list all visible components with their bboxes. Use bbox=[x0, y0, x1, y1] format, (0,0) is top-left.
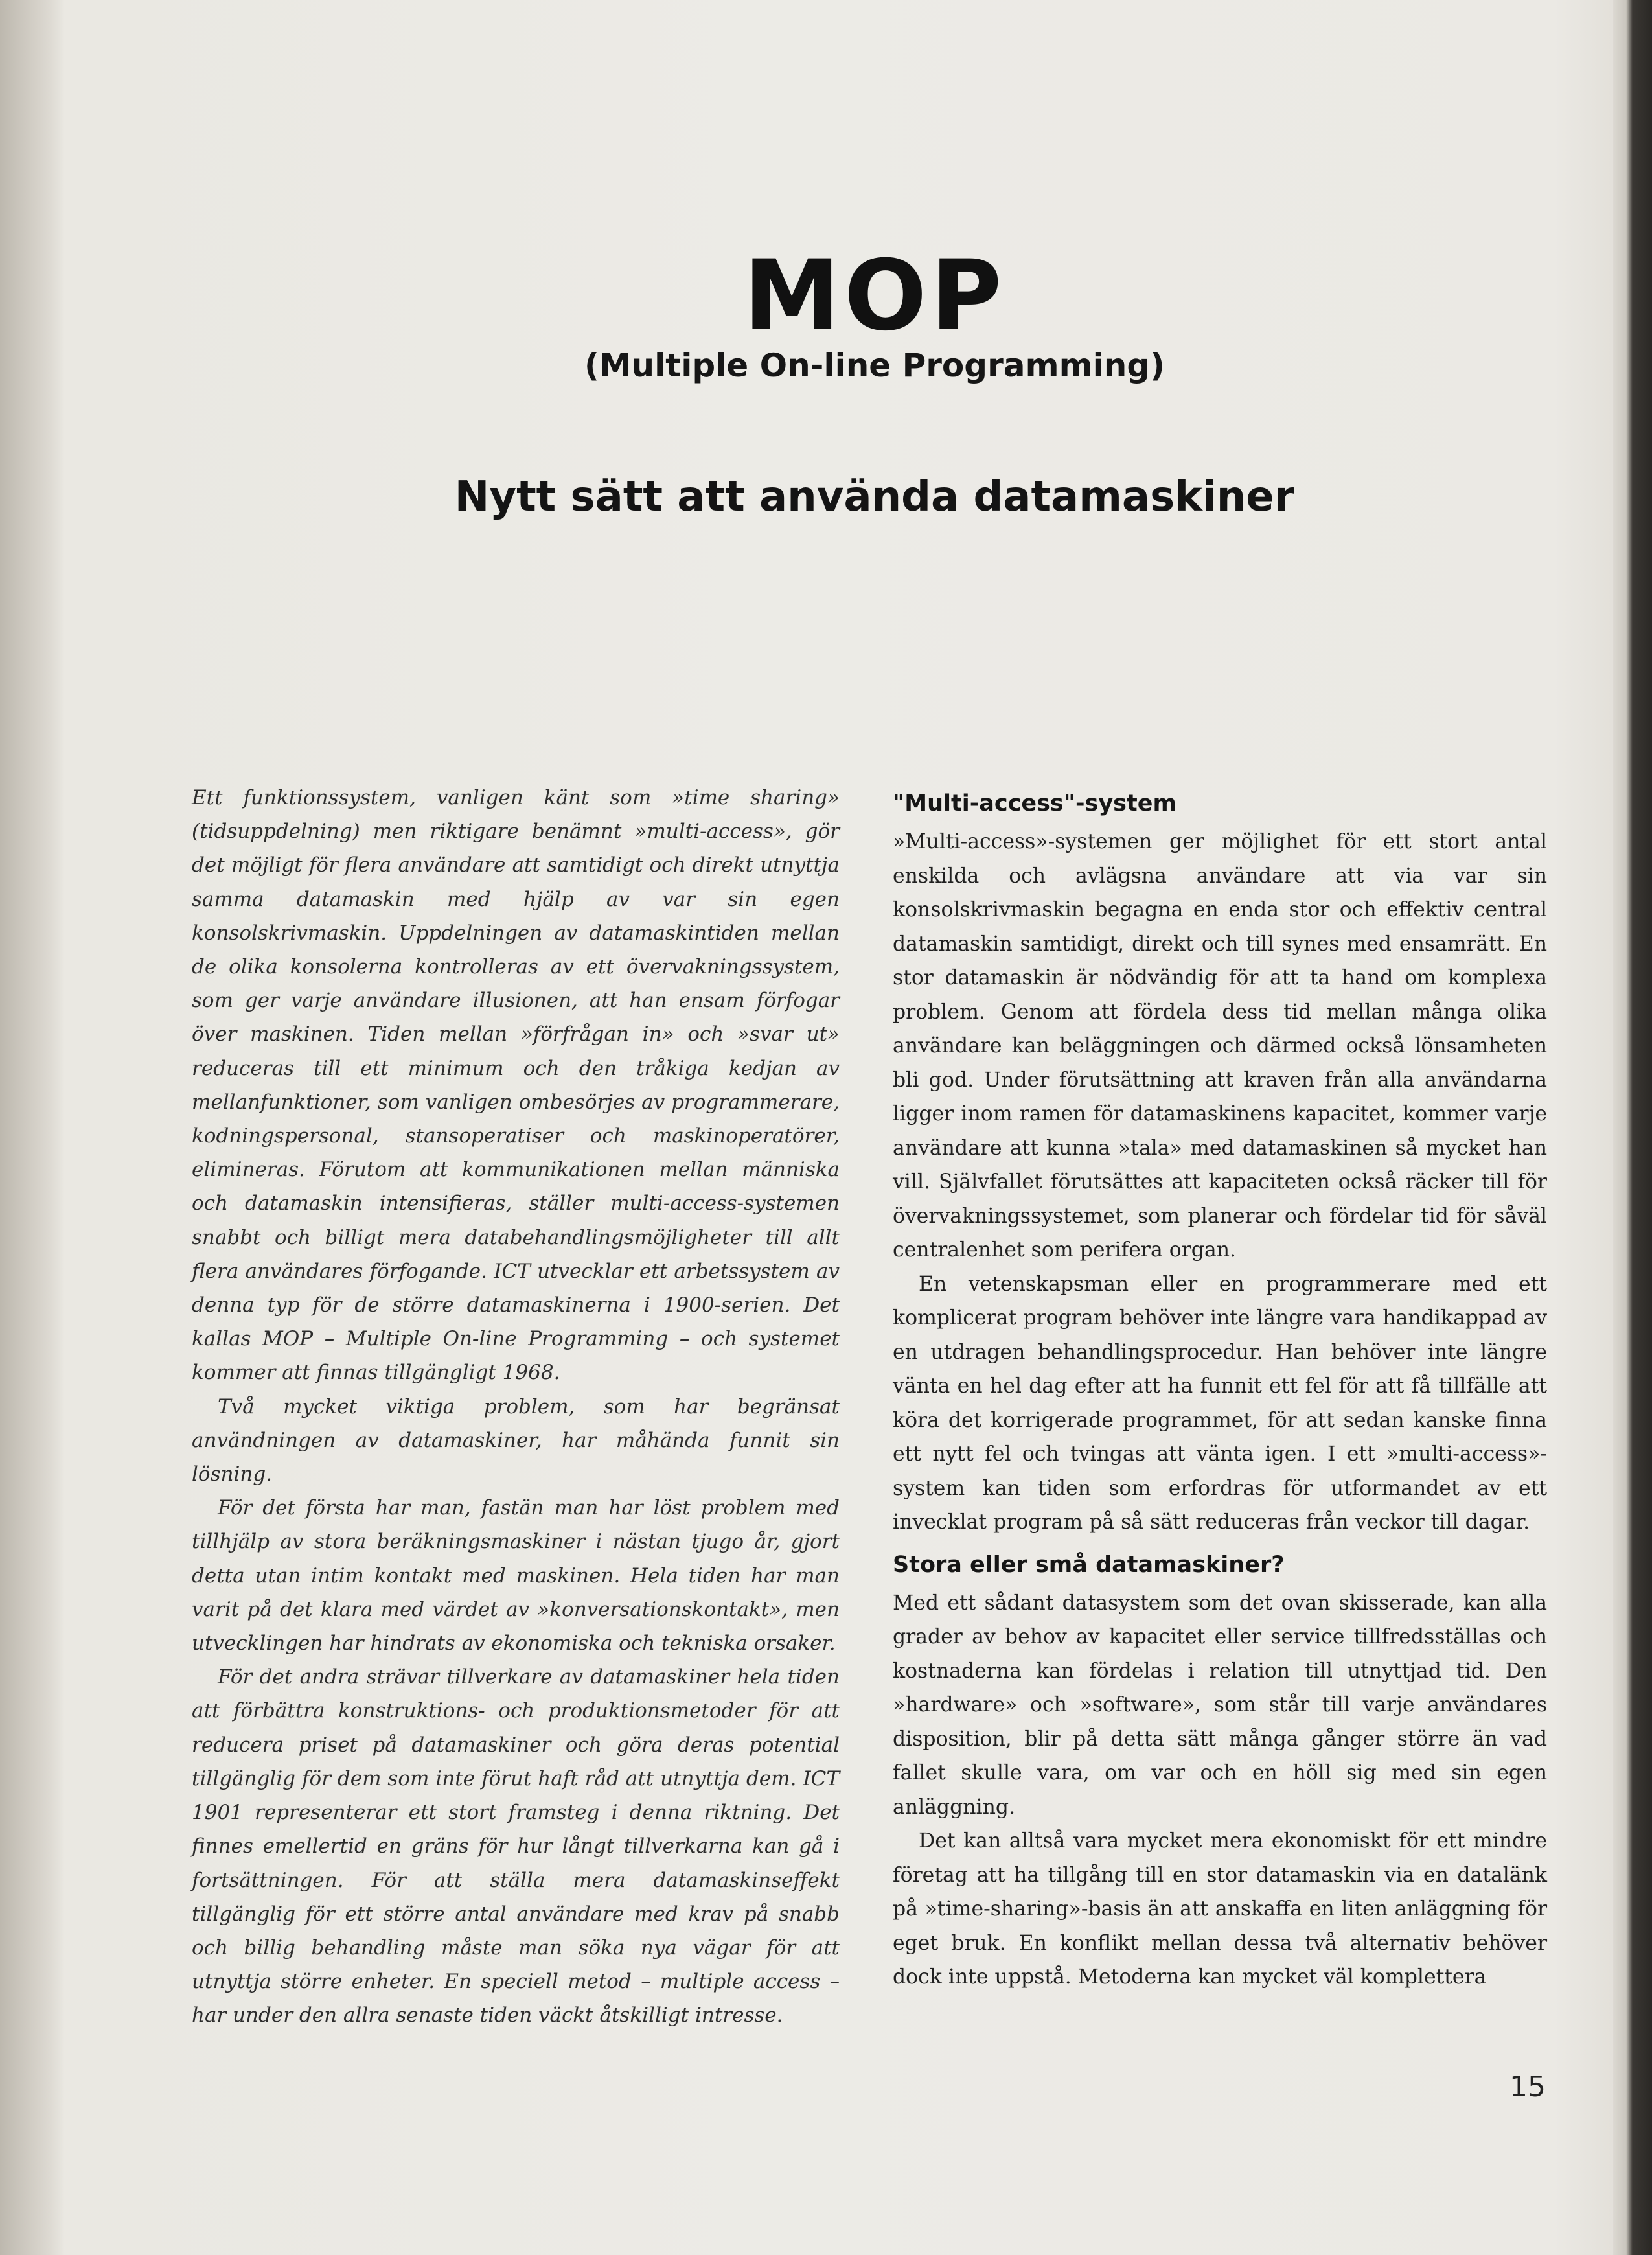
lead-paragraph: Två mycket viktiga problem, som har begränsat användningen av datamaskiner, har måhända funnit sin lösning. bbox=[192, 1394, 840, 1486]
lead-paragraph: För det andra strävar tillverkare av datamaskiner hela tiden att förbättra konstruktions- och produktionsmetoder för att reducera priset på datamaskiner och göra deras potential tillgänglig för dem som inte förut haft råd att utnyttja dem. ICT 1901 representerar ett stort framsteg i denna riktning. Det finnes emellertid en gräns för hur långt tillverkarna kan gå i fortsättningen. För att ställa mera datamaskinseffekt tillgänglig för ett större antal användare med krav på snabb och billig behandling måste man söka nya vägar för att utnyttja större enheter. En speciell metod – multiple access – har under den allra senaste tiden väckt åtskilligt intresse. bbox=[192, 1665, 840, 2028]
body-paragraph: »Multi-access»-systemen ger möjlighet för ett stort antal enskilda och avlägsna användare att via var sin konsolskrivmaskin begagna en enda stor och effektiv central datamaskin samtidigt, direkt och till synes med ensamrätt. En stor datamaskin är nödvändig för att ta hand om komplexa problem. Genom att fördela dess tid mellan många olika användare kan beläggningen och därmed också lönsamheten bli god. Under förutsättning att kraven från alla användarna ligger inom ramen för datamaskinens kapacitet, kommer varje användare att kunna »tala» med datamaskinen så mycket han vill. Självfallet förutsättes att kapaciteten också räcker till för övervakningssystemet, som planerar och fördelar tid för såväl centralenhet som perifera organ. bbox=[893, 830, 1547, 1262]
lead-paragraph: För det första har man, fastän man har löst problem med tillhjälp av stora beräkningsmaskiner i nästan tjugo år, gjort detta utan intim kontakt med maskinen. Hela tiden har man varit på det klara med värdet av »konversationskontakt», men utvecklingen har hindrats av ekonomiska och tekniska orsaker. bbox=[192, 1496, 840, 1656]
body-paragraph: En vetenskapsman eller en programmerare med ett komplicerat program behöver inte längre vara handikappad av en utdragen behandlingsprocedur. Han behöver inte längre vänta en hel dag efter att ha funnit ett fel för att få tillfälle att köra det korrigerade programmet, för att sedan kanske finna ett nytt fel och tvingas att vänta igen. I ett »multi-access»-system kan tiden som erfordras för utformandet av ett invecklat program på så sätt reduceras från veckor till dagar. bbox=[893, 1272, 1547, 1534]
page-subtitle: (Multiple On-line Programming) bbox=[584, 347, 1165, 384]
lead-paragraph: Ett funktionssystem, vanligen känt som »time sharing» (tidsuppdelning) men riktigare benämnt »multi-access», gör det möjligt för flera användare att samtidigt och direkt utnyttja samma datamaskin med hjälp av var sin egen konsolskrivmaskin. Uppdelningen av datamaskintiden mellan de olika konsolerna kontrolleras av ett övervakningssystem, som ger varje användare illusionen, att han ensam förfogar över maskinen. Tiden mellan »förfrågan in» och »svar ut» reduceras till ett minimum och den tråkiga kedjan av mellanfunktioner, som vanligen ombesörjes av programmerare, kodningspersonal, stansoperatiser och maskinoperatörer, elimineras. Förutom att kommunikationen mellan människa och datamaskin intensifieras, ställer multi-access-systemen snabbt och billigt mera databehandlingsmöjligheter till allt flera användares förfogande. ICT utvecklar ett arbetssystem av denna typ för de större datamaskinerna i 1900-serien. Det kallas MOP – Multiple On-line Programming – och systemet kommer att finnas tillgängligt 1968. bbox=[192, 786, 840, 1385]
section-heading-multi-access: "Multi-access"-system bbox=[893, 791, 1176, 816]
article-headline: Nytt sätt att använda datamaskiner bbox=[454, 473, 1295, 521]
body-column bbox=[893, 787, 1547, 1995]
section-heading-stora-eller-sma: Stora eller små datamaskiner? bbox=[893, 1551, 1285, 1578]
page-title: MOP bbox=[743, 240, 1006, 353]
body-paragraph: Det kan alltså vara mycket mera ekonomiskt för ett mindre företag att ha tillgång till en stor datamaskin via en datalänk på »time-sharing»-basis än att anskaffa en liten anläggning för eget bruk. En konflikt mellan dessa två alternativ behöver dock inte uppstå. Metoderna kan mycket väl komplettera bbox=[893, 1829, 1547, 1989]
lead-column bbox=[192, 781, 840, 2033]
body-paragraph: Med ett sådant datasystem som det ovan skisserade, kan alla grader av behov av kapacitet eller service tillfredsställas och kostnaderna kan fördelas i relation till utnyttjad tid. Den »hardware» och »software», som står till varje användares disposition, blir på detta sätt många gånger större än vad fallet skulle vara, om var och en höll sig med sin egen anläggning. bbox=[893, 1591, 1547, 1819]
page-number: 15 bbox=[1509, 2070, 1546, 2103]
